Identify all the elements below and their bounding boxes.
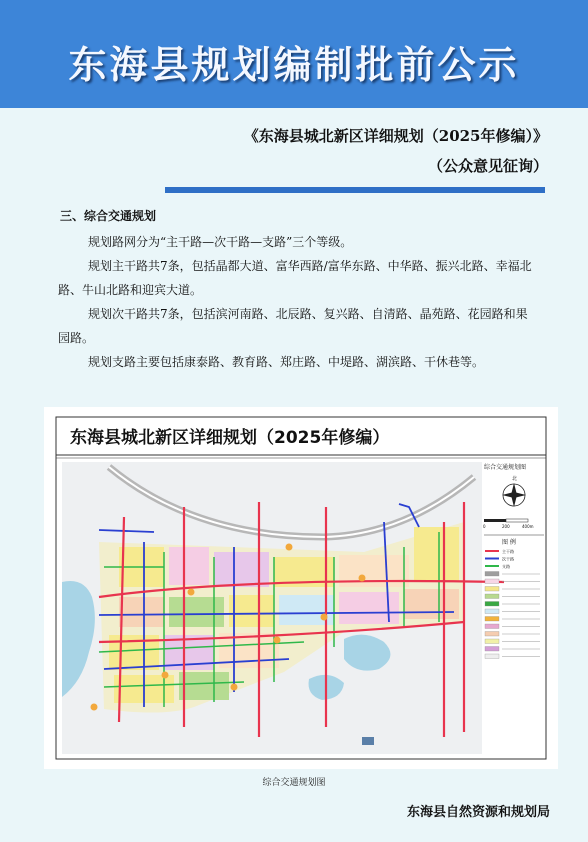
map-title: 东海县城北新区详细规划（2025年修编） [70, 428, 390, 448]
land-block [339, 592, 399, 624]
legend-swatch [485, 609, 499, 614]
transport-plan-map [44, 407, 558, 769]
section-heading: 三、综合交通规划 [60, 209, 157, 223]
document-subtitle: （公众意见征询） [427, 157, 548, 175]
legend-label: 主干路 [502, 549, 514, 554]
banner-title: 东海县规划编制批前公示 [68, 43, 520, 87]
scale-label-0: 0 [483, 524, 486, 529]
issuing-authority: 东海县自然资源和规划局 [406, 805, 550, 820]
paragraph-4: 规划支路主要包括康泰路、教育路、郑庄路、中堤路、湖滨路、干休巷等。 [88, 355, 485, 369]
document-title: 《东海县城北新区详细规划（2025年修编）》 [243, 127, 548, 145]
land-block [214, 552, 269, 587]
scale-label-1: 200 [502, 524, 510, 529]
legend-swatch [485, 579, 499, 584]
land-block [404, 589, 459, 619]
legend-swatch [485, 587, 499, 592]
north-label: 北 [512, 476, 518, 482]
land-block [169, 597, 224, 627]
title-divider [165, 187, 545, 193]
legend-label: 次干路 [502, 556, 514, 562]
map-caption: 综合交通规划图 [262, 778, 326, 788]
paragraph-1: 规划路网分为“主干路—次干路—支路”三个等级。 [88, 235, 353, 249]
land-block [169, 547, 209, 585]
land-block [414, 527, 459, 582]
legend-swatch [485, 572, 499, 577]
legend-swatch [485, 632, 499, 637]
legend-swatch [485, 647, 499, 652]
map-name-label: 综合交通规划图 [484, 464, 527, 471]
land-block [229, 595, 274, 627]
legend-title: 图 例 [502, 539, 516, 546]
legend-label: 支路 [502, 564, 510, 569]
legend-swatch [485, 594, 499, 599]
paragraph-3: 规划次干路共7条，包括滨河南路、北辰路、复兴路、自清路、晶苑路、花园路和果园路。 [58, 307, 528, 345]
legend-swatch [485, 639, 499, 644]
legend-swatch [485, 617, 499, 622]
land-block [179, 672, 229, 700]
paragraph-2: 规划主干路共7条，包括晶都大道、富华西路/富华东路、中华路、振兴北路、幸福北路、牛山北路和迎宾大道。 [58, 259, 532, 297]
map-marker-square [362, 737, 374, 745]
map-figure [44, 407, 558, 769]
legend-swatch [485, 654, 499, 659]
legend-swatch [485, 624, 499, 629]
header-banner [0, 0, 588, 108]
scale-label-2: 400m [522, 524, 534, 529]
legend-swatch [485, 602, 499, 607]
land-block [119, 597, 164, 627]
